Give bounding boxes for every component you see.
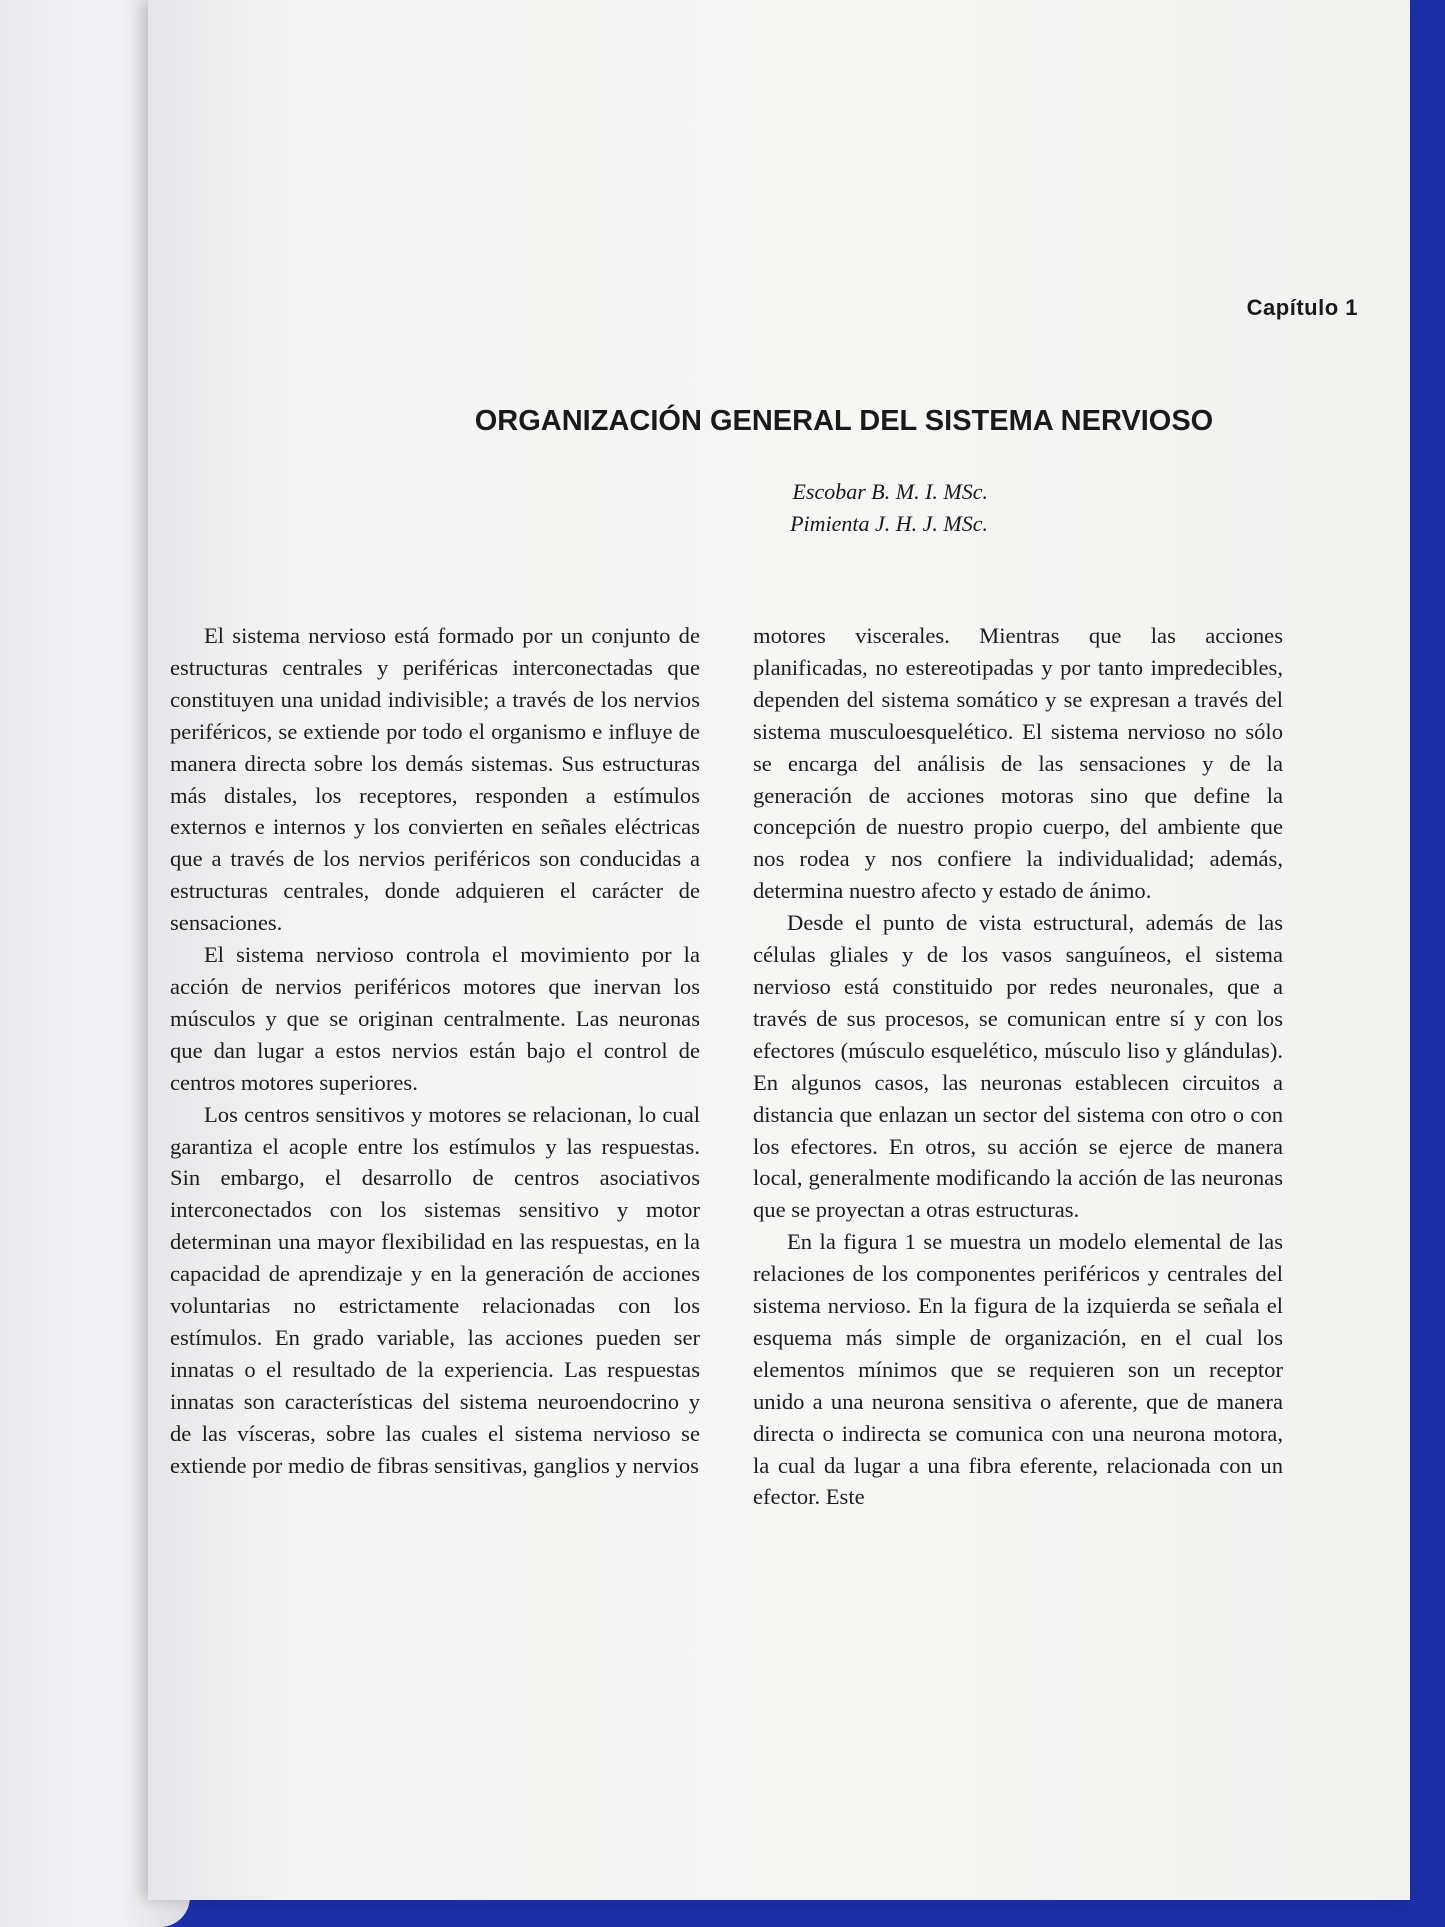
page-title: ORGANIZACIÓN GENERAL DEL SISTEMA NERVIOSO: [474, 405, 1214, 437]
left-column: [170, 620, 700, 1481]
paragraph: motores viscerales. Mientras que las acciones planificadas, no estereotipadas y por tanto impredecibles, dependen del sistema somático y se expresan a través del sistema musculoesquelético. El sistema nervioso no sólo se encarga del análisis de las sensaciones y de la generación de acciones motoras sino que define la concepción de nuestro propio cuerpo, del ambiente que nos rodea y nos confiere la individualidad; además, determina nuestro afecto y estado de ánimo.: [753, 623, 1283, 904]
paragraph: Desde el punto de vista estructural, además de las células gliales y de los vasos sanguíneos, el sistema nervioso está constituido por redes neuronales, que a través de sus procesos, se comunican entre sí y con los efectores (músculo esquelético, músculo liso y glándulas). En algunos casos, las neuronas establecen circuitos a distancia que enlazan un sector del sistema con otro o con los efectores. En otros, su acción se ejerce de manera local, generalmente modificando la acción de las neuronas que se proyectan a otras estructuras.: [753, 910, 1283, 1223]
author-2: Pimienta J. H. J. MSc.: [790, 511, 988, 536]
paragraph: En la figura 1 se muestra un modelo elemental de las relaciones de los componentes periféricos y centrales del sistema nervioso. En la figura de la izquierda se señala el esquema más simple de organización, en el cual los elementos mínimos que se requieren son un receptor unido a una neurona sensitiva o aferente, que de manera directa o indirecta se comunica con una neurona motora, la cual da lugar a una fibra eferente, relacionada con un efector. Este: [753, 1229, 1283, 1510]
paragraph: Los centros sensitivos y motores se relacionan, lo cual garantiza el acople entre los estímulos y las respuestas. Sin embargo, el desarrollo de centros asociativos interconectados con los sistemas sensitivo y motor determinan una mayor flexibilidad en las respuestas, en la capacidad de aprendizaje y en la generación de acciones voluntarias no estrictamente relacionadas con los estímulos. En grado variable, las acciones pueden ser innatas o el resultado de la experiencia. Las respuestas innatas son características del sistema neuroendocrino y de las vísceras, sobre las cuales el sistema nervioso se extiende por medio de fibras sensitivas, ganglios y nervios: [170, 1101, 700, 1478]
author-1: Escobar B. M. I. MSc.: [792, 479, 988, 504]
authors: [623, 476, 988, 540]
book-page: [148, 0, 1410, 1900]
paragraph: El sistema nervioso está formado por un conjunto de estructuras centrales y periféricas interconectadas que constituyen una unidad indivisible; a través de los nervios periféricos, se extiende por todo el organismo e influye de manera directa sobre los demás sistemas. Sus estructuras más distales, los receptores, responden a estímulos externos e internos y los convierten en señales eléctricas que a través de los nervios periféricos son conducidas a estructuras centrales, donde adquieren el carácter de sensaciones.: [170, 623, 700, 936]
chapter-label: Capítulo 1: [1246, 295, 1358, 320]
right-column: [753, 620, 1283, 1513]
paragraph: El sistema nervioso controla el movimiento por la acción de nervios periféricos motores que inervan los músculos y que se originan centralmente. Las neuronas que dan lugar a estos nervios están bajo el control de centros motores superiores.: [170, 942, 700, 1095]
